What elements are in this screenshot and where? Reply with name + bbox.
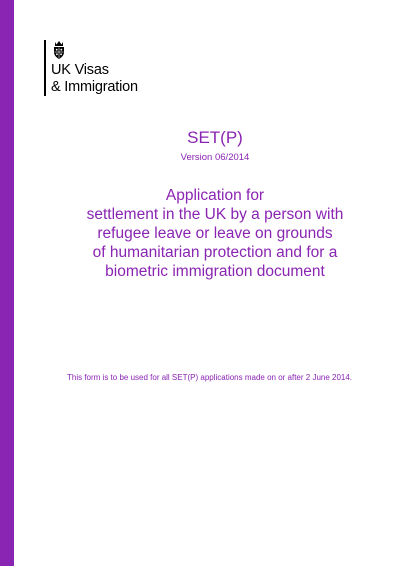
usage-note: This form is to be used for all SET(P) applications made on or after 2 June 2014. [67,373,353,382]
title-line: Application for [165,187,265,204]
title-line: refugee leave or leave on grounds [97,225,333,242]
form-code: SET(P) [187,128,243,147]
logo-text-line-1: UK Visas [51,62,109,78]
application-title [30,186,400,281]
title-line: biometric immigration document [105,263,325,280]
royal-crest-icon [51,40,67,60]
title-line: of humanitarian protection and for a [92,244,338,261]
form-version: Version 06/2014 [180,152,250,163]
logo-text-line-2: & Immigration [51,79,138,95]
side-accent-bar [0,0,14,566]
uk-visas-immigration-logo [44,40,154,100]
logo-divider [44,40,46,96]
title-line: settlement in the UK by a person with [86,206,344,223]
